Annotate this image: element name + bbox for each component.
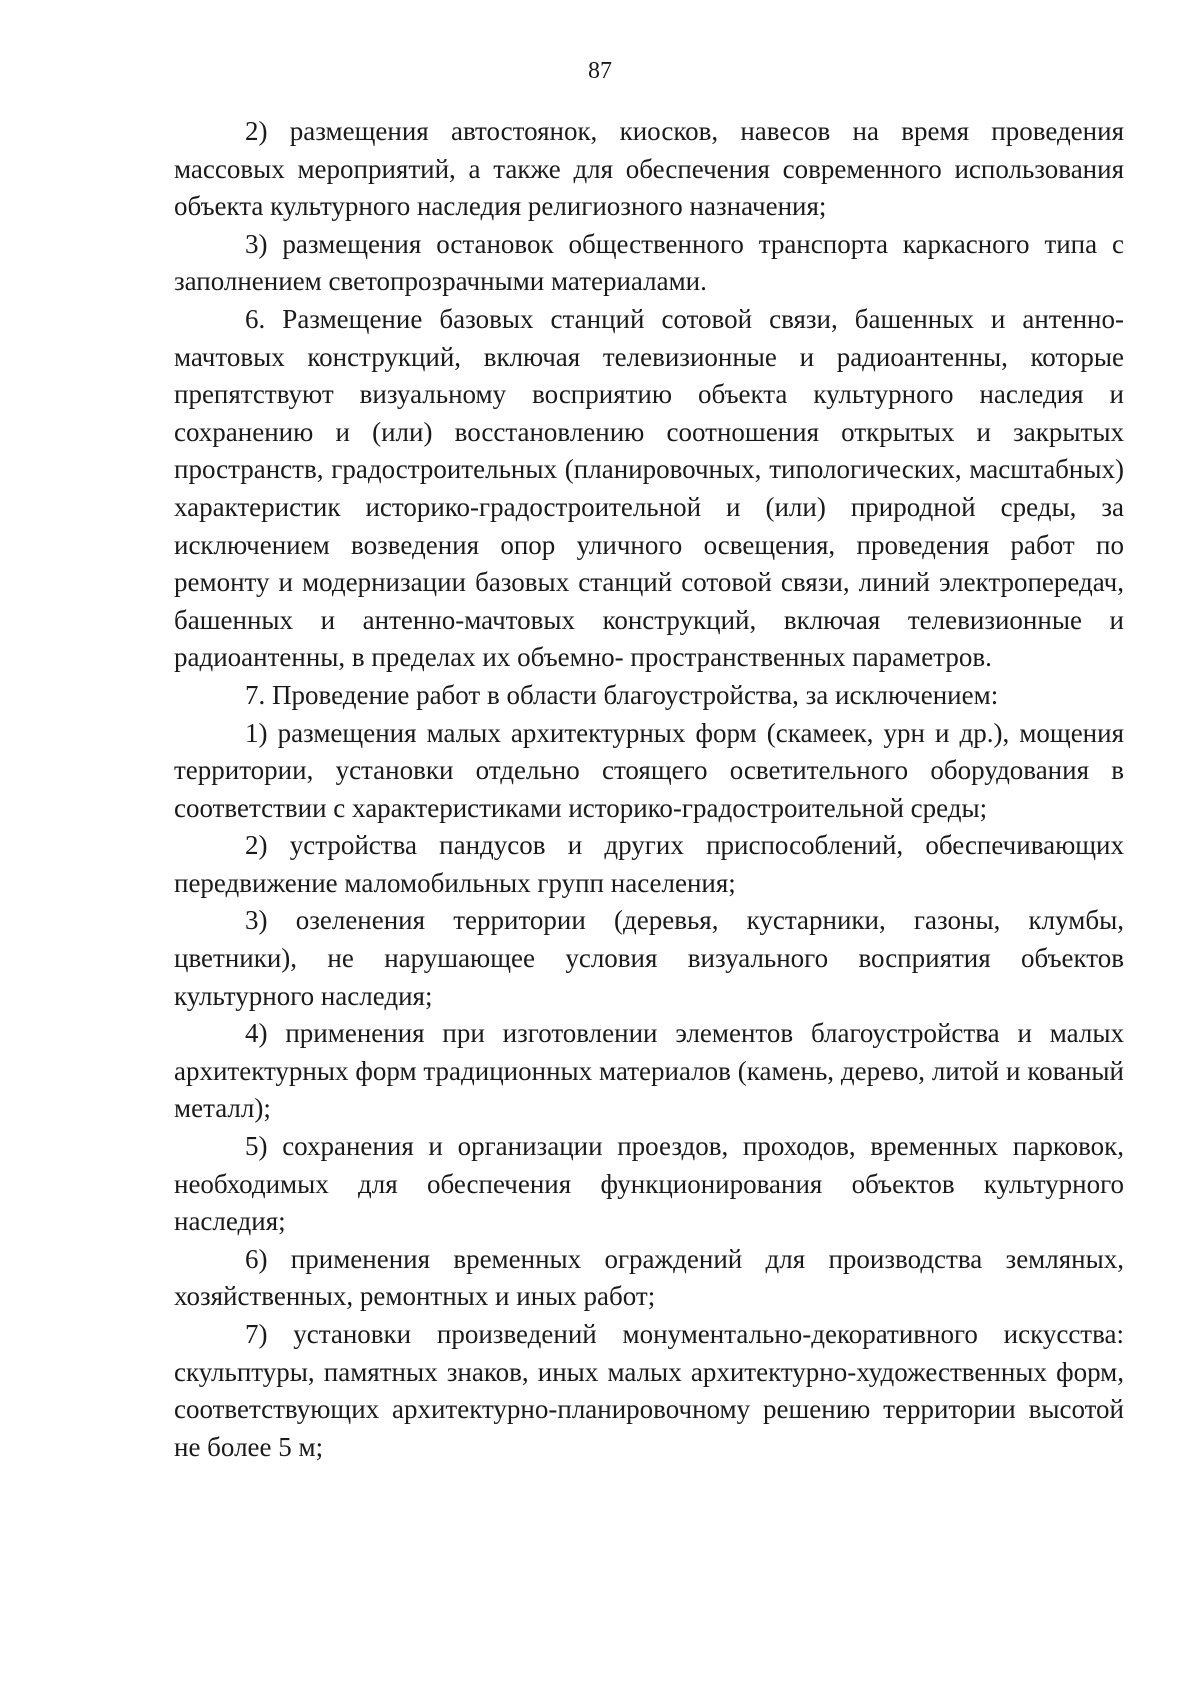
paragraph-item-2-ramps: 2) устройства пандусов и других приспособлений, обеспечивающих передвижение маломобильных групп населения;: [174, 830, 1124, 898]
document-body: [174, 113, 1124, 1466]
paragraph-item-2-parking: 2) размещения автостоянок, киосков, навесов на время проведения массовых мероприятий, а также для обеспечения современного использования объекта культурного наследия религиозного назначения;: [174, 116, 1124, 222]
paragraph-section-6-cellular-stations: 6. Размещение базовых станций сотовой связи, башенных и антенно-мачтовых конструкций, включая телевизионные и радиоантенны, которые препятствуют визуальному восприятию объекта культурного наследия и сохранению и (или) восстановлению соотношения открытых и закрытых пространств, градостроительных (планировочных, типологических, масштабных) характеристик историко-градостроительной и (или) природной среды, за исключением возведения опор уличного освещения, проведения работ по ремонту и модернизации базовых станций сотовой связи, линий электропередач, башенных и антенно-мачтовых конструкций, включая телевизионные и радиоантенны, в пределах их объемно- пространственных параметров.: [174, 303, 1124, 673]
paragraph-item-5-driveways: 5) сохранения и организации проездов, проходов, временных парковок, необходимых для обеспечения функционирования объектов культурного наследия;: [174, 1131, 1124, 1237]
page-number: 87: [588, 58, 612, 84]
paragraph-item-3-greening: 3) озеленения территории (деревья, кустарники, газоны, клумбы, цветники), не нарушающее условия визуального восприятия объектов культурного наследия;: [174, 905, 1124, 1011]
paragraph-item-1-small-forms: 1) размещения малых архитектурных форм (скамеек, урн и др.), мощения территории, установки отдельно стоящего осветительного оборудования в соответствии с характеристиками историко-градостроительной среды;: [174, 717, 1124, 823]
paragraph-item-7-monuments: 7) установки произведений монументально-декоративного искусства: скульптуры, памятных знаков, иных малых архитектурно-художественных форм, соответствующих архитектурно-планировочному решению территории высотой не более 5 м;: [174, 1319, 1124, 1462]
paragraph-item-3-transport-stops: 3) размещения остановок общественного транспорта каркасного типа с заполнением светопрозрачными материалами.: [174, 228, 1124, 297]
paragraph-item-4-materials: 4) применения при изготовлении элементов благоустройства и малых архитектурных форм традиционных материалов (камень, дерево, литой и кованый металл);: [174, 1018, 1124, 1124]
paragraph-section-7-landscaping: 7. Проведение работ в области благоустройства, за исключением:: [245, 679, 999, 710]
paragraph-item-6-fences: 6) применения временных ограждений для производства земляных, хозяйственных, ремонтных и иных работ;: [174, 1243, 1124, 1312]
